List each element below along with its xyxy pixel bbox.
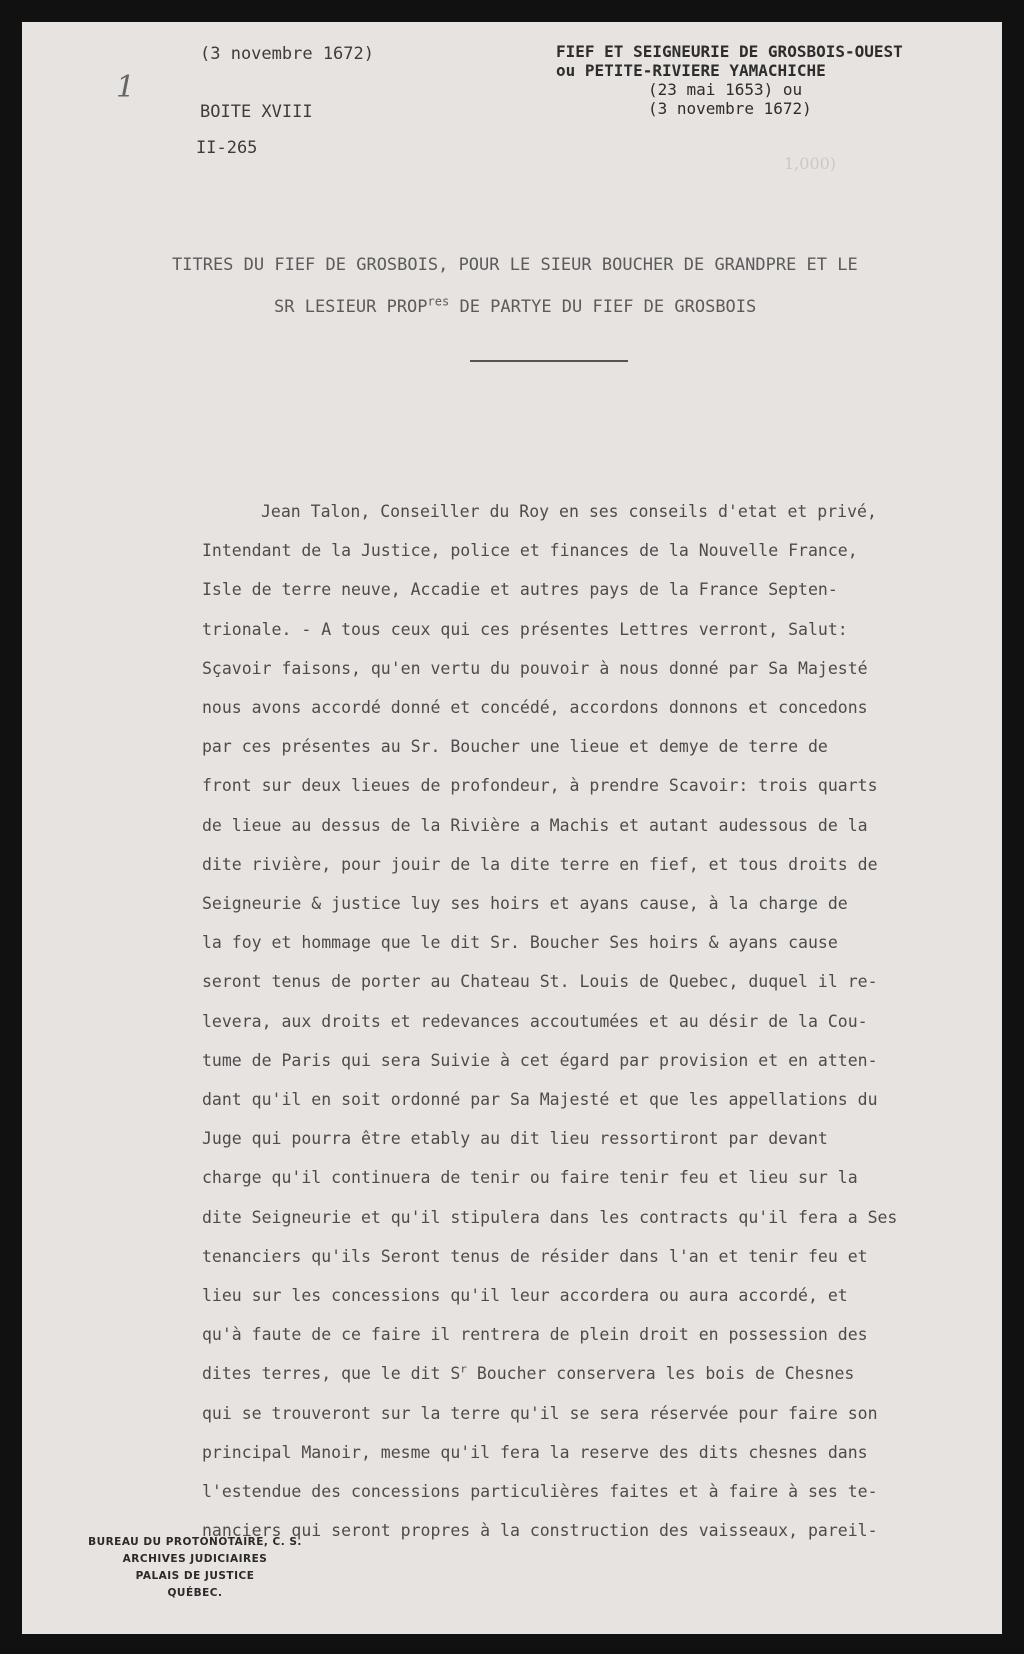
- body-superscript: r: [460, 1362, 467, 1376]
- body-line: tenanciers qu'ils Seront tenus de résider dans l'an et tenir feu et: [202, 1246, 868, 1266]
- title-line-2-start: SR LESIEUR PROP: [274, 297, 428, 317]
- box-number: BOITE XVIII: [200, 102, 313, 122]
- document-title: [172, 244, 972, 328]
- title-line-1: TITRES DU FIEF DE GROSBOIS, POUR LE SIEUR BOUCHER DE GRANDPRE ET LE: [172, 255, 858, 275]
- body-line: Jean Talon, Conseiller du Roy en ses conseils d'etat et privé,: [261, 502, 877, 521]
- title-divider: [470, 360, 628, 362]
- body-line: nous avons accordé donné et concédé, accordons donnons et concedons: [202, 698, 868, 718]
- fief-date-1: (23 mai 1653) ou: [648, 80, 803, 99]
- body-line: seront tenus de porter au Chateau St. Louis de Quebec, duquel il re-: [202, 972, 878, 992]
- fief-alt-name: ou PETITE-RIVIERE YAMACHICHE: [556, 61, 826, 80]
- body-line: front sur deux lieues de profondeur, à prendre Scavoir: trois quarts: [202, 776, 878, 796]
- body-line: lieu sur les concessions qu'il leur accordera ou aura accordé, et: [202, 1286, 848, 1306]
- body-line: nanciers qui seront propres à la construction des vaisseaux, pareil-: [202, 1521, 878, 1541]
- document-body: [202, 492, 1002, 1550]
- body-line: Isle de terre neuve, Accadie et autres pays de la France Septen-: [202, 580, 838, 600]
- fief-date-2: (3 novembre 1672): [648, 99, 812, 118]
- header-right: [556, 42, 903, 118]
- stamp-line-2: ARCHIVES JUDICIAIRES: [122, 1553, 268, 1565]
- body-line: Sçavoir faisons, qu'en vertu du pouvoir à nous donné par Sa Majesté: [202, 658, 868, 678]
- title-superscript: res: [427, 294, 450, 309]
- body-line: dant qu'il en soit ordonné par Sa Majesté et que les appellations du: [202, 1090, 878, 1110]
- faint-pencil-note: 1,000): [784, 154, 837, 173]
- title-line-2: [172, 286, 972, 328]
- body-line: la foy et hommage que le dit Sr. Boucher Ses hoirs & ayans cause: [202, 933, 838, 953]
- body-line: qui se trouveront sur la terre qu'il se sera réservée pour faire son: [202, 1403, 878, 1423]
- stamp-line-4: QUÉBEC.: [167, 1587, 223, 1599]
- archive-stamp: [70, 1534, 320, 1602]
- stamp-line-1: BUREAU DU PROTONOTAIRE, C. S.: [88, 1536, 302, 1548]
- body-line: de lieue au dessus de la Rivière a Machis et autant audessous de la: [202, 815, 868, 835]
- body-line: trionale. - A tous ceux qui ces présentes Lettres verront, Salut:: [202, 619, 848, 639]
- body-line: principal Manoir, mesme qu'il fera la reserve des dits chesnes dans: [202, 1442, 868, 1462]
- body-line: levera, aux droits et redevances accoutumées et au désir de la Cou-: [202, 1011, 868, 1031]
- body-line: Seigneurie & justice luy ses hoirs et ayans cause, à la charge de: [202, 894, 848, 914]
- fief-name: FIEF ET SEIGNEURIE DE GROSBOIS-OUEST: [556, 42, 903, 61]
- body-line: qu'à faute de ce faire il rentrera de plein droit en possession des: [202, 1325, 868, 1345]
- body-line: charge qu'il continuera de tenir ou faire tenir feu et lieu sur la: [202, 1168, 858, 1188]
- reference-number: II-265: [196, 138, 258, 158]
- body-line: dite rivière, pour jouir de la dite terre en fief, et tous droits de: [202, 854, 878, 874]
- header-left: [196, 42, 374, 160]
- body-line: Intendant de la Justice, police et finances de la Nouvelle France,: [202, 541, 858, 561]
- body-line-start: dites terres, que le dit S: [202, 1364, 461, 1384]
- header-date: (3 novembre 1672): [200, 44, 374, 64]
- body-line: dite Seigneurie et qu'il stipulera dans les contracts qu'il fera a Ses: [202, 1207, 898, 1227]
- body-line: [202, 1354, 1002, 1393]
- body-line: par ces présentes au Sr. Boucher une lieue et demye de terre de: [202, 737, 828, 757]
- title-line-2-end: DE PARTYE DU FIEF DE GROSBOIS: [449, 297, 757, 317]
- stamp-line-3: PALAIS DE JUSTICE: [135, 1570, 255, 1582]
- body-line: l'estendue des concessions particulières faites et à faire à ses te-: [202, 1482, 878, 1502]
- document-page: [22, 22, 1002, 1634]
- body-line: tume de Paris qui sera Suivie à cet égard par provision et en atten-: [202, 1050, 878, 1070]
- handwritten-number: 1: [116, 70, 136, 105]
- body-line-end: Boucher conservera les bois de Chesnes: [466, 1364, 855, 1384]
- body-line: Juge qui pourra être etably au dit lieu ressortiront par devant: [202, 1129, 828, 1149]
